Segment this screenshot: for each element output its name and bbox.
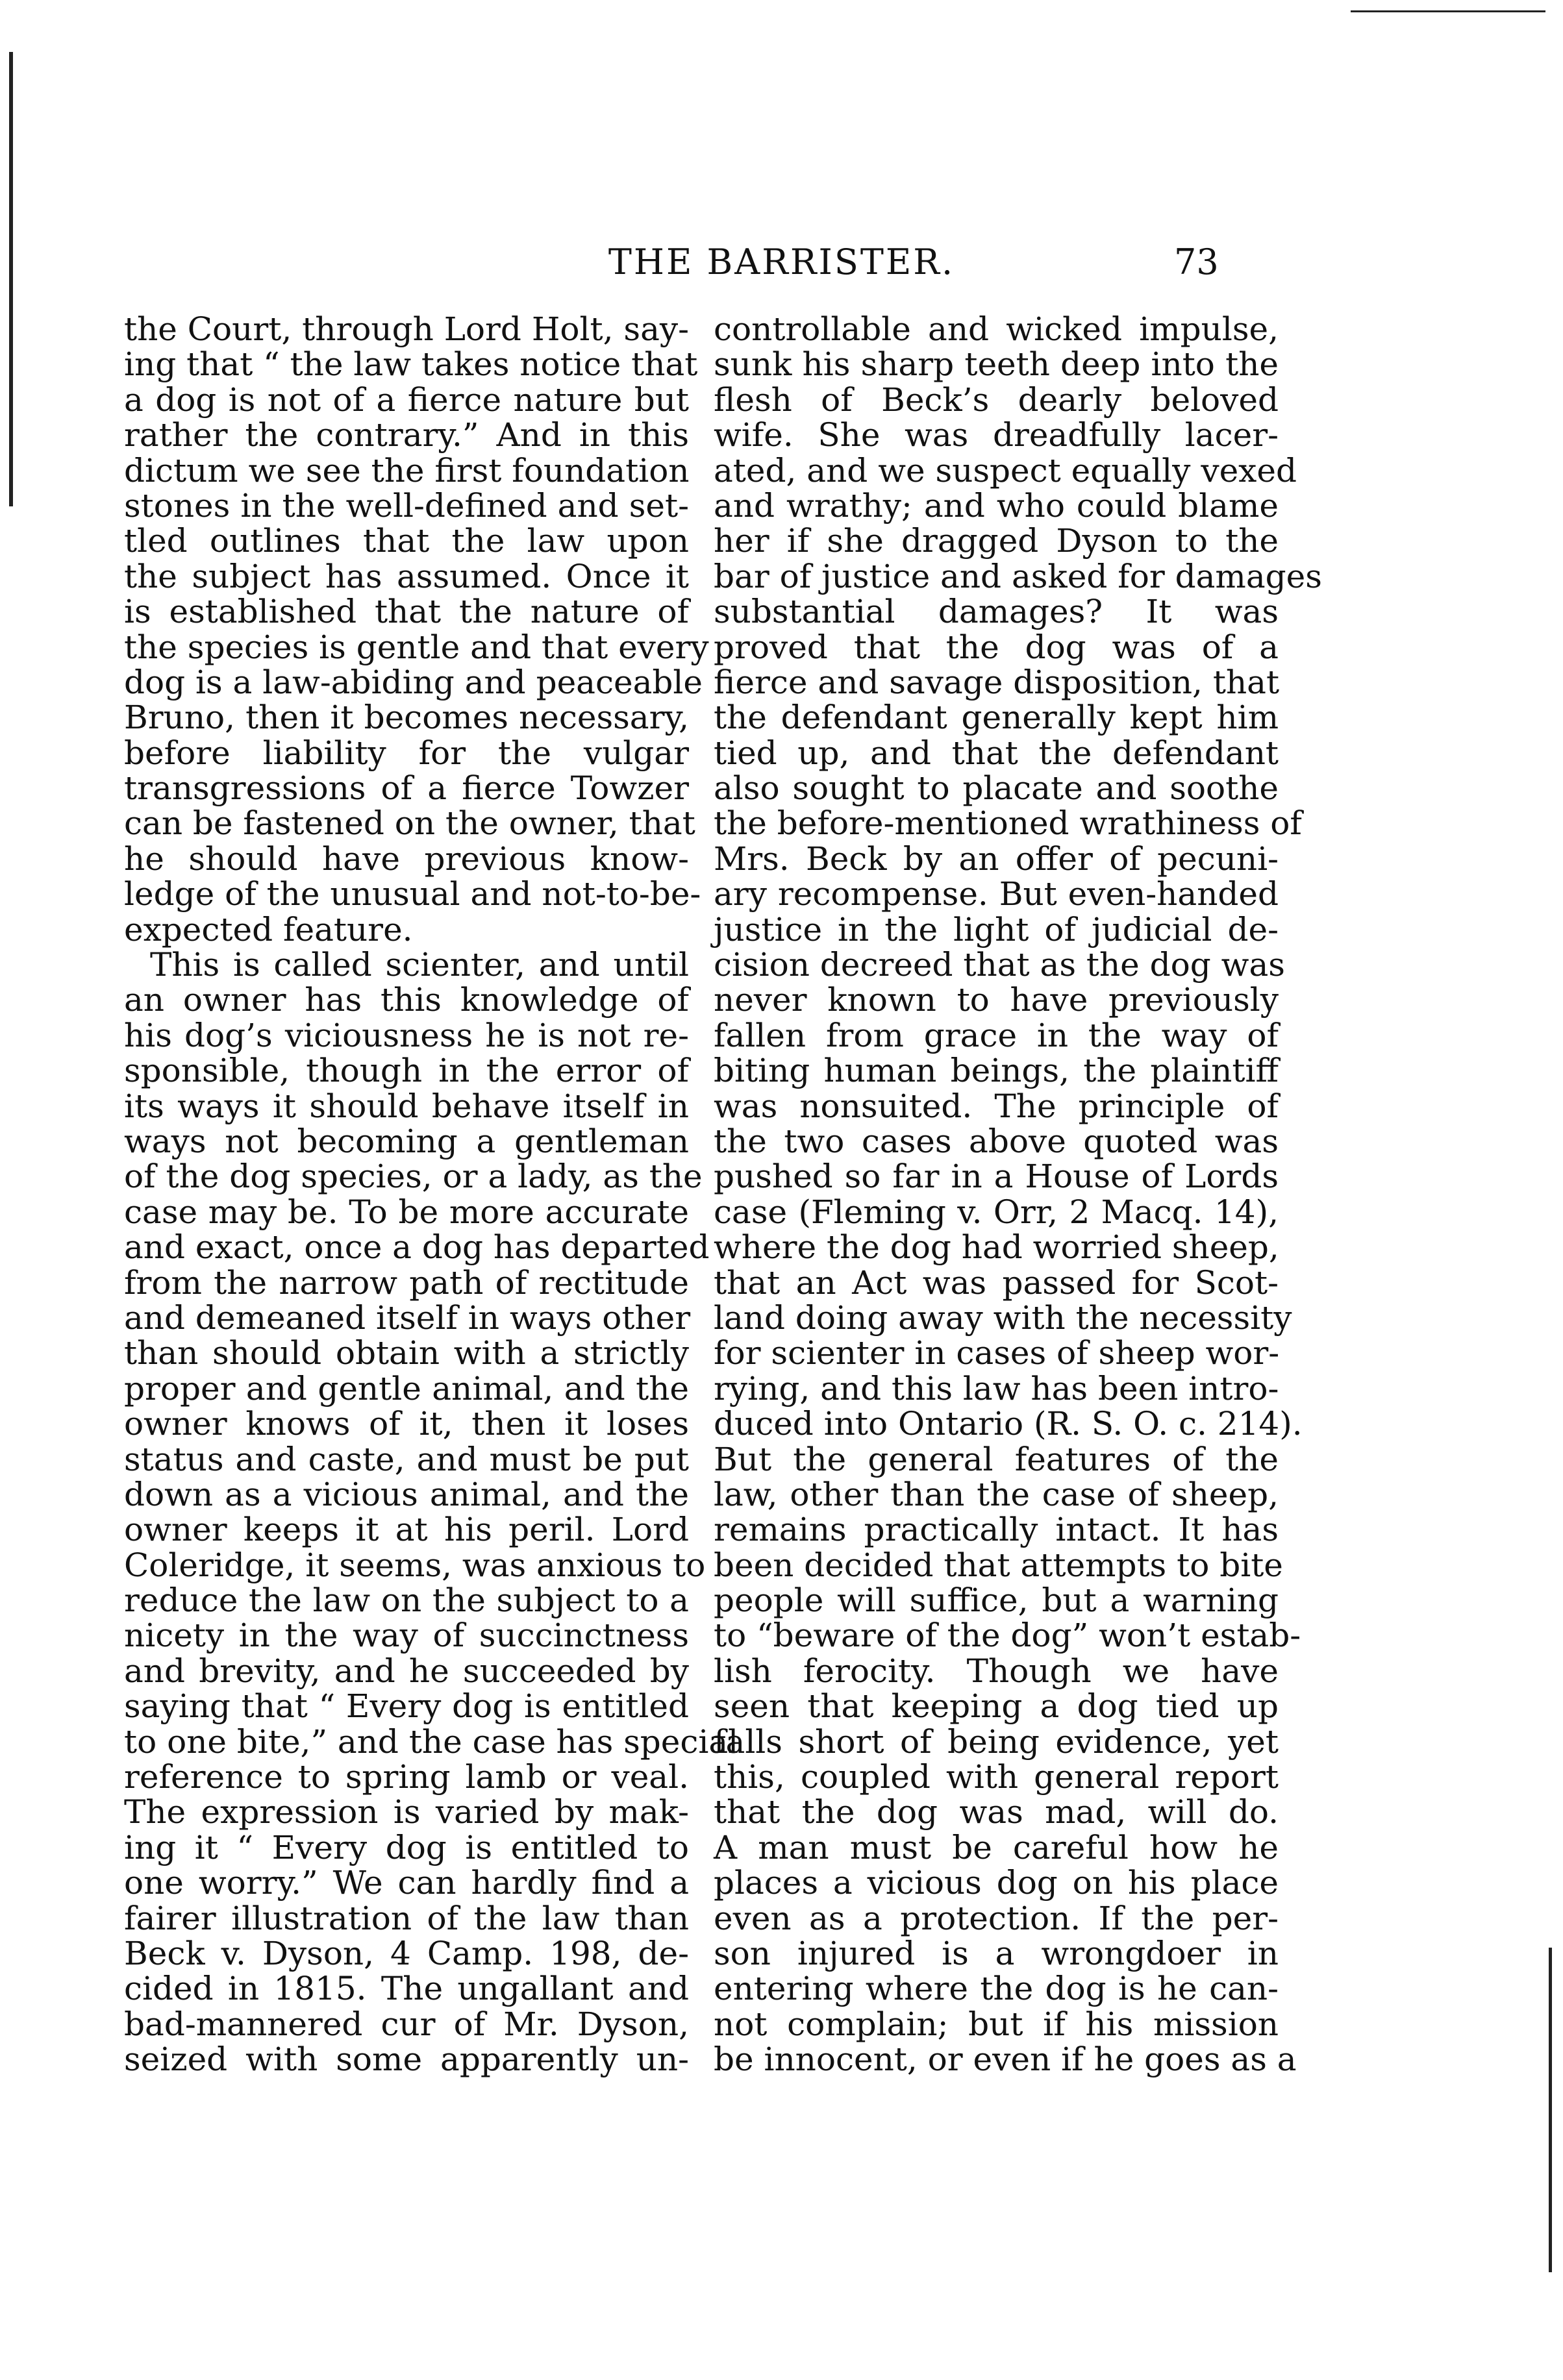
text-line: fairer illustration of the law than	[124, 1899, 689, 1937]
text-line: ated, and we suspect equally vexed	[714, 451, 1297, 490]
text-line: bar of justice and asked for damages	[714, 557, 1322, 595]
text-line: where the dog had worried sheep,	[714, 1228, 1279, 1267]
right-edge-mark	[1549, 1948, 1552, 2272]
text-line: sunk his sharp teeth deep into the	[714, 345, 1279, 384]
text-line: was nonsuited. The principle of	[714, 1087, 1279, 1125]
text-line: case may be. To be more accurate	[124, 1193, 689, 1231]
text-line: the two cases above quoted was	[714, 1122, 1279, 1160]
text-line: tled outlines that the law upon	[124, 522, 689, 560]
text-line: Coleridge, it seems, was anxious to	[124, 1546, 706, 1584]
text-line: Mrs. Beck by an offer of pecuni-	[714, 839, 1279, 878]
text-line: rather the contrary.” And in this	[124, 416, 689, 454]
text-line: also sought to placate and soothe	[714, 769, 1279, 808]
text-line: is established that the nature of	[124, 593, 689, 631]
text-line: that an Act was passed for Scot-	[714, 1263, 1279, 1302]
text-line: even as a protection. If the per-	[714, 1899, 1279, 1937]
text-line: But the general features of the	[714, 1440, 1279, 1478]
text-line: ing it “ Every dog is entitled to	[124, 1828, 689, 1866]
text-line: stones in the well-defined and set-	[124, 486, 689, 525]
text-line: flesh of Beck’s dearly beloved	[714, 380, 1279, 419]
text-line: A man must be careful how he	[714, 1828, 1279, 1866]
text-line: controllable and wicked impulse,	[714, 310, 1279, 348]
text-line: sponsible, though in the error of	[124, 1052, 689, 1090]
text-line: not complain; but if his mission	[714, 2005, 1279, 2043]
text-line: that the dog was mad, will do.	[714, 1793, 1279, 1831]
text-line: an owner has this knowledge of	[124, 981, 689, 1019]
text-line: down as a vicious animal, and the	[124, 1475, 689, 1513]
text-line: proper and gentle animal, and the	[124, 1369, 689, 1407]
text-line: be innocent, or even if he goes as a	[714, 2040, 1297, 2079]
text-line: lish ferocity. Though we have	[714, 1652, 1279, 1690]
top-rule-mark	[1351, 10, 1545, 12]
text-line: than should obtain with a strictly	[124, 1334, 689, 1372]
text-line: This is called scienter, and until	[150, 946, 689, 984]
text-line: ing that “ the law takes notice that	[124, 345, 698, 384]
text-line: from the narrow path of rectitude	[124, 1263, 689, 1302]
text-line: and wrathy; and who could blame	[714, 486, 1279, 525]
text-line: never known to have previously	[714, 981, 1279, 1019]
right-column	[714, 310, 1322, 2324]
text-line: status and caste, and must be put	[124, 1440, 689, 1478]
text-line: ary recompense. But even-handed	[714, 875, 1279, 913]
text-line: its ways it should behave itself in	[124, 1087, 689, 1125]
text-line: reference to spring lamb or veal.	[124, 1758, 689, 1796]
text-line: duced into Ontario (R. S. O. c. 214).	[714, 1405, 1303, 1443]
text-line: the defendant generally kept him	[714, 699, 1279, 737]
text-line: her if she dragged Dyson to the	[714, 522, 1279, 560]
text-line: Bruno, then it becomes necessary,	[124, 699, 689, 737]
text-line: law, other than the case of sheep,	[714, 1475, 1279, 1513]
text-line: dictum we see the first foundation	[124, 451, 690, 490]
text-line: case (Fleming v. Orr, 2 Macq. 14),	[714, 1193, 1279, 1231]
text-line: owner keeps it at his peril. Lord	[124, 1511, 689, 1549]
page-number: 73	[1174, 242, 1219, 282]
text-line: a dog is not of a fierce nature but	[124, 380, 689, 419]
text-line: remains practically intact. It has	[714, 1511, 1279, 1549]
text-line: cided in 1815. The ungallant and	[124, 1970, 689, 2008]
text-line: land doing away with the necessity	[714, 1298, 1292, 1337]
text-line: to “beware of the dog” won’t estab-	[714, 1617, 1301, 1655]
text-line: the Court, through Lord Holt, say-	[124, 310, 690, 348]
text-line: pushed so far in a House of Lords	[714, 1158, 1279, 1196]
text-line: seen that keeping a dog tied up	[714, 1687, 1279, 1726]
text-line: justice in the light of judicial de-	[714, 910, 1279, 948]
text-line: proved that the dog was of a	[714, 628, 1279, 666]
text-line: bad-mannered cur of Mr. Dyson,	[124, 2005, 689, 2043]
text-line: The expression is varied by mak-	[124, 1793, 689, 1831]
text-line: rying, and this law has been intro-	[714, 1369, 1279, 1407]
text-line: tied up, and that the defendant	[714, 734, 1279, 772]
text-line: Beck v. Dyson, 4 Camp. 198, de-	[124, 1934, 689, 1972]
text-line: expected feature.	[124, 910, 413, 948]
running-title: THE BARRISTER.	[608, 242, 955, 282]
text-line: ledge of the unusual and not-to-be-	[124, 875, 701, 913]
text-line: wife. She was dreadfully lacer-	[714, 416, 1279, 454]
text-line: and brevity, and he succeeded by	[124, 1652, 689, 1690]
text-line: nicety in the way of succinctness	[124, 1617, 689, 1655]
text-line: can be fastened on the owner, that	[124, 804, 695, 843]
text-line: dog is a law-abiding and peaceable	[124, 663, 703, 701]
text-line: owner knows of it, then it loses	[124, 1405, 689, 1443]
text-line: fallen from grace in the way of	[714, 1016, 1279, 1054]
text-line: for scienter in cases of sheep wor-	[714, 1334, 1280, 1372]
text-line: falls short of being evidence, yet	[714, 1722, 1279, 1761]
text-line: and demeaned itself in ways other	[124, 1298, 691, 1337]
text-line: reduce the law on the subject to a	[124, 1581, 689, 1620]
text-line: entering where the dog is he can-	[714, 1970, 1279, 2008]
text-line: one worry.” We can hardly find a	[124, 1864, 689, 1902]
text-line: cision decreed that as the dog was	[714, 946, 1285, 984]
text-line: substantial damages? It was	[714, 593, 1279, 631]
text-line: seized with some apparently un-	[124, 2040, 689, 2079]
text-line: people will suffice, but a warning	[714, 1581, 1279, 1620]
text-line: his dog’s viciousness he is not re-	[124, 1016, 689, 1054]
text-line: of the dog species, or a lady, as the	[124, 1158, 703, 1196]
text-line: the species is gentle and that every	[124, 628, 709, 666]
text-line: the before-mentioned wrathiness of	[714, 804, 1302, 843]
text-line: biting human beings, the plaintiff	[714, 1052, 1279, 1090]
text-line: he should have previous know-	[124, 839, 689, 878]
text-line: transgressions of a fierce Towzer	[124, 769, 689, 808]
left-column	[124, 310, 739, 2324]
text-line: been decided that attempts to bite	[714, 1546, 1283, 1584]
left-edge-mark	[9, 52, 13, 506]
text-line: places a vicious dog on his place	[714, 1864, 1279, 1902]
text-line: saying that “ Every dog is entitled	[124, 1687, 689, 1726]
text-line: to one bite,” and the case has special	[124, 1722, 739, 1761]
text-line: this, coupled with general report	[714, 1758, 1279, 1796]
text-line: the subject has assumed. Once it	[124, 557, 689, 595]
text-line: fierce and savage disposition, that	[714, 663, 1280, 701]
text-line: ways not becoming a gentleman	[124, 1122, 689, 1160]
text-line: before liability for the vulgar	[124, 734, 689, 772]
text-line: and exact, once a dog has departed	[124, 1228, 710, 1267]
text-line: son injured is a wrongdoer in	[714, 1934, 1279, 1972]
